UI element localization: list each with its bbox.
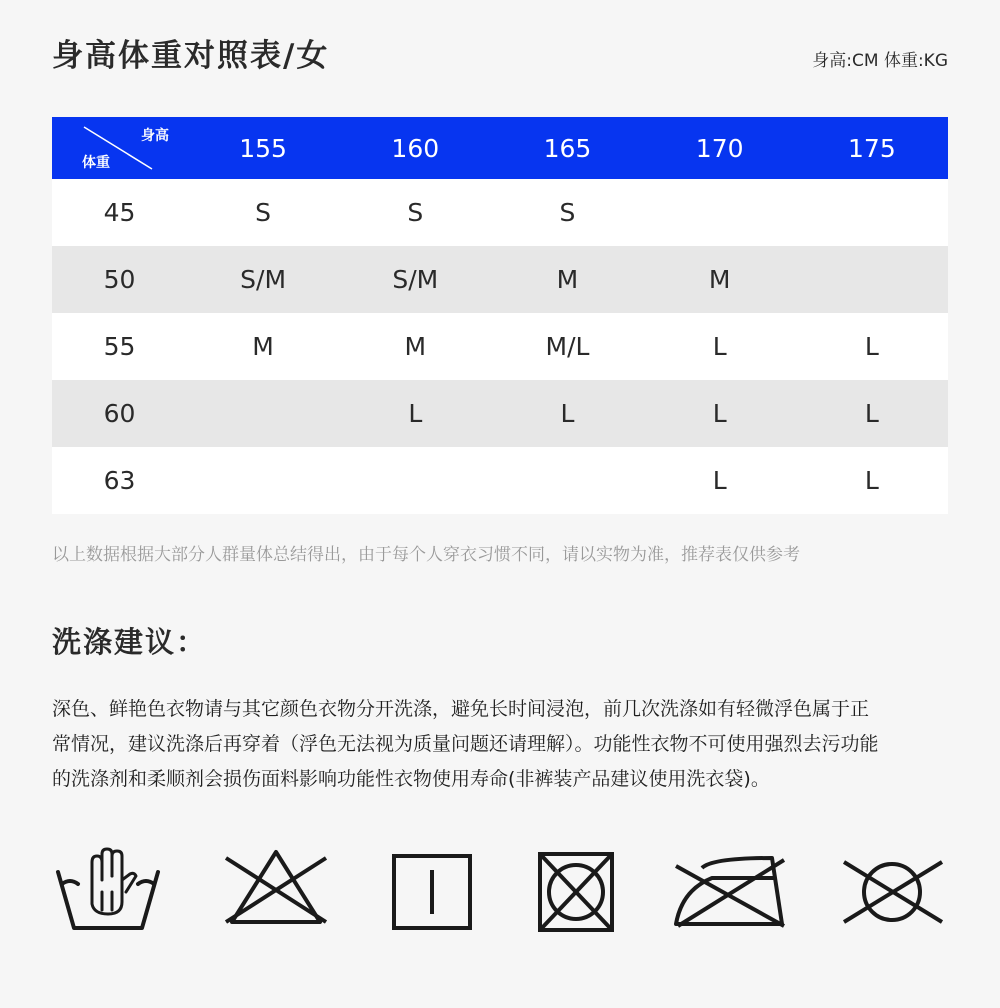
size-chart-table: [52, 117, 948, 514]
size-cell: M: [252, 332, 274, 361]
wash-line: 常情况，建议洗涤后再穿着（浮色无法视为质量问题还请理解）。功能性衣物不可使用强烈去污功能: [52, 733, 879, 755]
units-label: 身高:CM 体重:KG: [812, 51, 948, 71]
height-header: 170: [695, 133, 744, 163]
size-cell: L: [864, 466, 879, 495]
table-header-row: [52, 117, 948, 179]
size-cell: S/M: [392, 265, 439, 294]
table-row: [52, 313, 948, 380]
size-cell: L: [408, 399, 423, 428]
corner-weight-label: 体重: [82, 155, 110, 171]
care-icons-row: [0, 840, 1000, 940]
size-cell: M: [556, 265, 579, 294]
size-cell: [644, 179, 796, 246]
height-header: 165: [543, 133, 592, 163]
size-cell: L: [864, 399, 879, 428]
do-not-iron-icon: [672, 840, 792, 940]
size-cell: [187, 447, 339, 514]
size-cell: S: [255, 198, 272, 227]
size-cell: L: [864, 332, 879, 361]
line-dry-icon: [388, 840, 500, 940]
wash-line: 的洗涤剂和柔顺剂会损伤面料影响功能性衣物使用寿命(非裤装产品建议使用洗衣袋)。: [52, 768, 770, 790]
weight-cell: 60: [103, 399, 136, 428]
corner-cell: [52, 117, 187, 179]
hand-wash-icon: [52, 840, 164, 940]
wash-instructions: [52, 692, 952, 797]
weight-cell: 50: [103, 265, 136, 294]
size-cell: L: [712, 466, 727, 495]
size-cell: L: [712, 332, 727, 361]
do-not-bleach-icon: [220, 840, 332, 940]
size-cell: [796, 179, 948, 246]
height-header: 155: [239, 133, 287, 163]
weight-cell: 55: [103, 332, 136, 361]
table-row: [52, 246, 948, 313]
size-cell: S/M: [240, 265, 287, 294]
corner-height-label: 身高: [141, 128, 169, 144]
size-cell: [339, 447, 491, 514]
weight-cell: 63: [103, 466, 136, 495]
wash-section-title: 洗涤建议：: [52, 625, 208, 659]
size-cell: M: [708, 265, 731, 294]
disclaimer-note: 以上数据根据大部分人群量体总结得出，由于每个人穿衣习惯不同，请以实物为准，推荐表仅供参考: [52, 545, 800, 565]
height-header: 160: [391, 133, 440, 163]
do-not-tumble-dry-icon: [532, 840, 644, 940]
table-row: [52, 447, 948, 514]
do-not-dry-clean-icon: [838, 840, 950, 940]
size-cell: S: [559, 198, 576, 227]
wash-line: 深色、鲜艳色衣物请与其它颜色衣物分开洗涤，避免长时间浸泡，前几次洗涤如有轻微浮色属于正: [52, 698, 870, 720]
size-cell: [187, 380, 339, 447]
size-cell: M: [404, 332, 427, 361]
size-cell: L: [560, 399, 575, 428]
page-title: 身高体重对照表/女: [52, 38, 330, 74]
size-cell: M/L: [545, 332, 590, 361]
size-cell: S: [407, 198, 424, 227]
table-row: [52, 179, 948, 246]
weight-cell: 45: [103, 198, 136, 227]
height-header: 175: [848, 133, 896, 163]
size-cell: [796, 246, 948, 313]
size-cell: [491, 447, 643, 514]
size-cell: L: [712, 399, 727, 428]
table-row: [52, 380, 948, 447]
